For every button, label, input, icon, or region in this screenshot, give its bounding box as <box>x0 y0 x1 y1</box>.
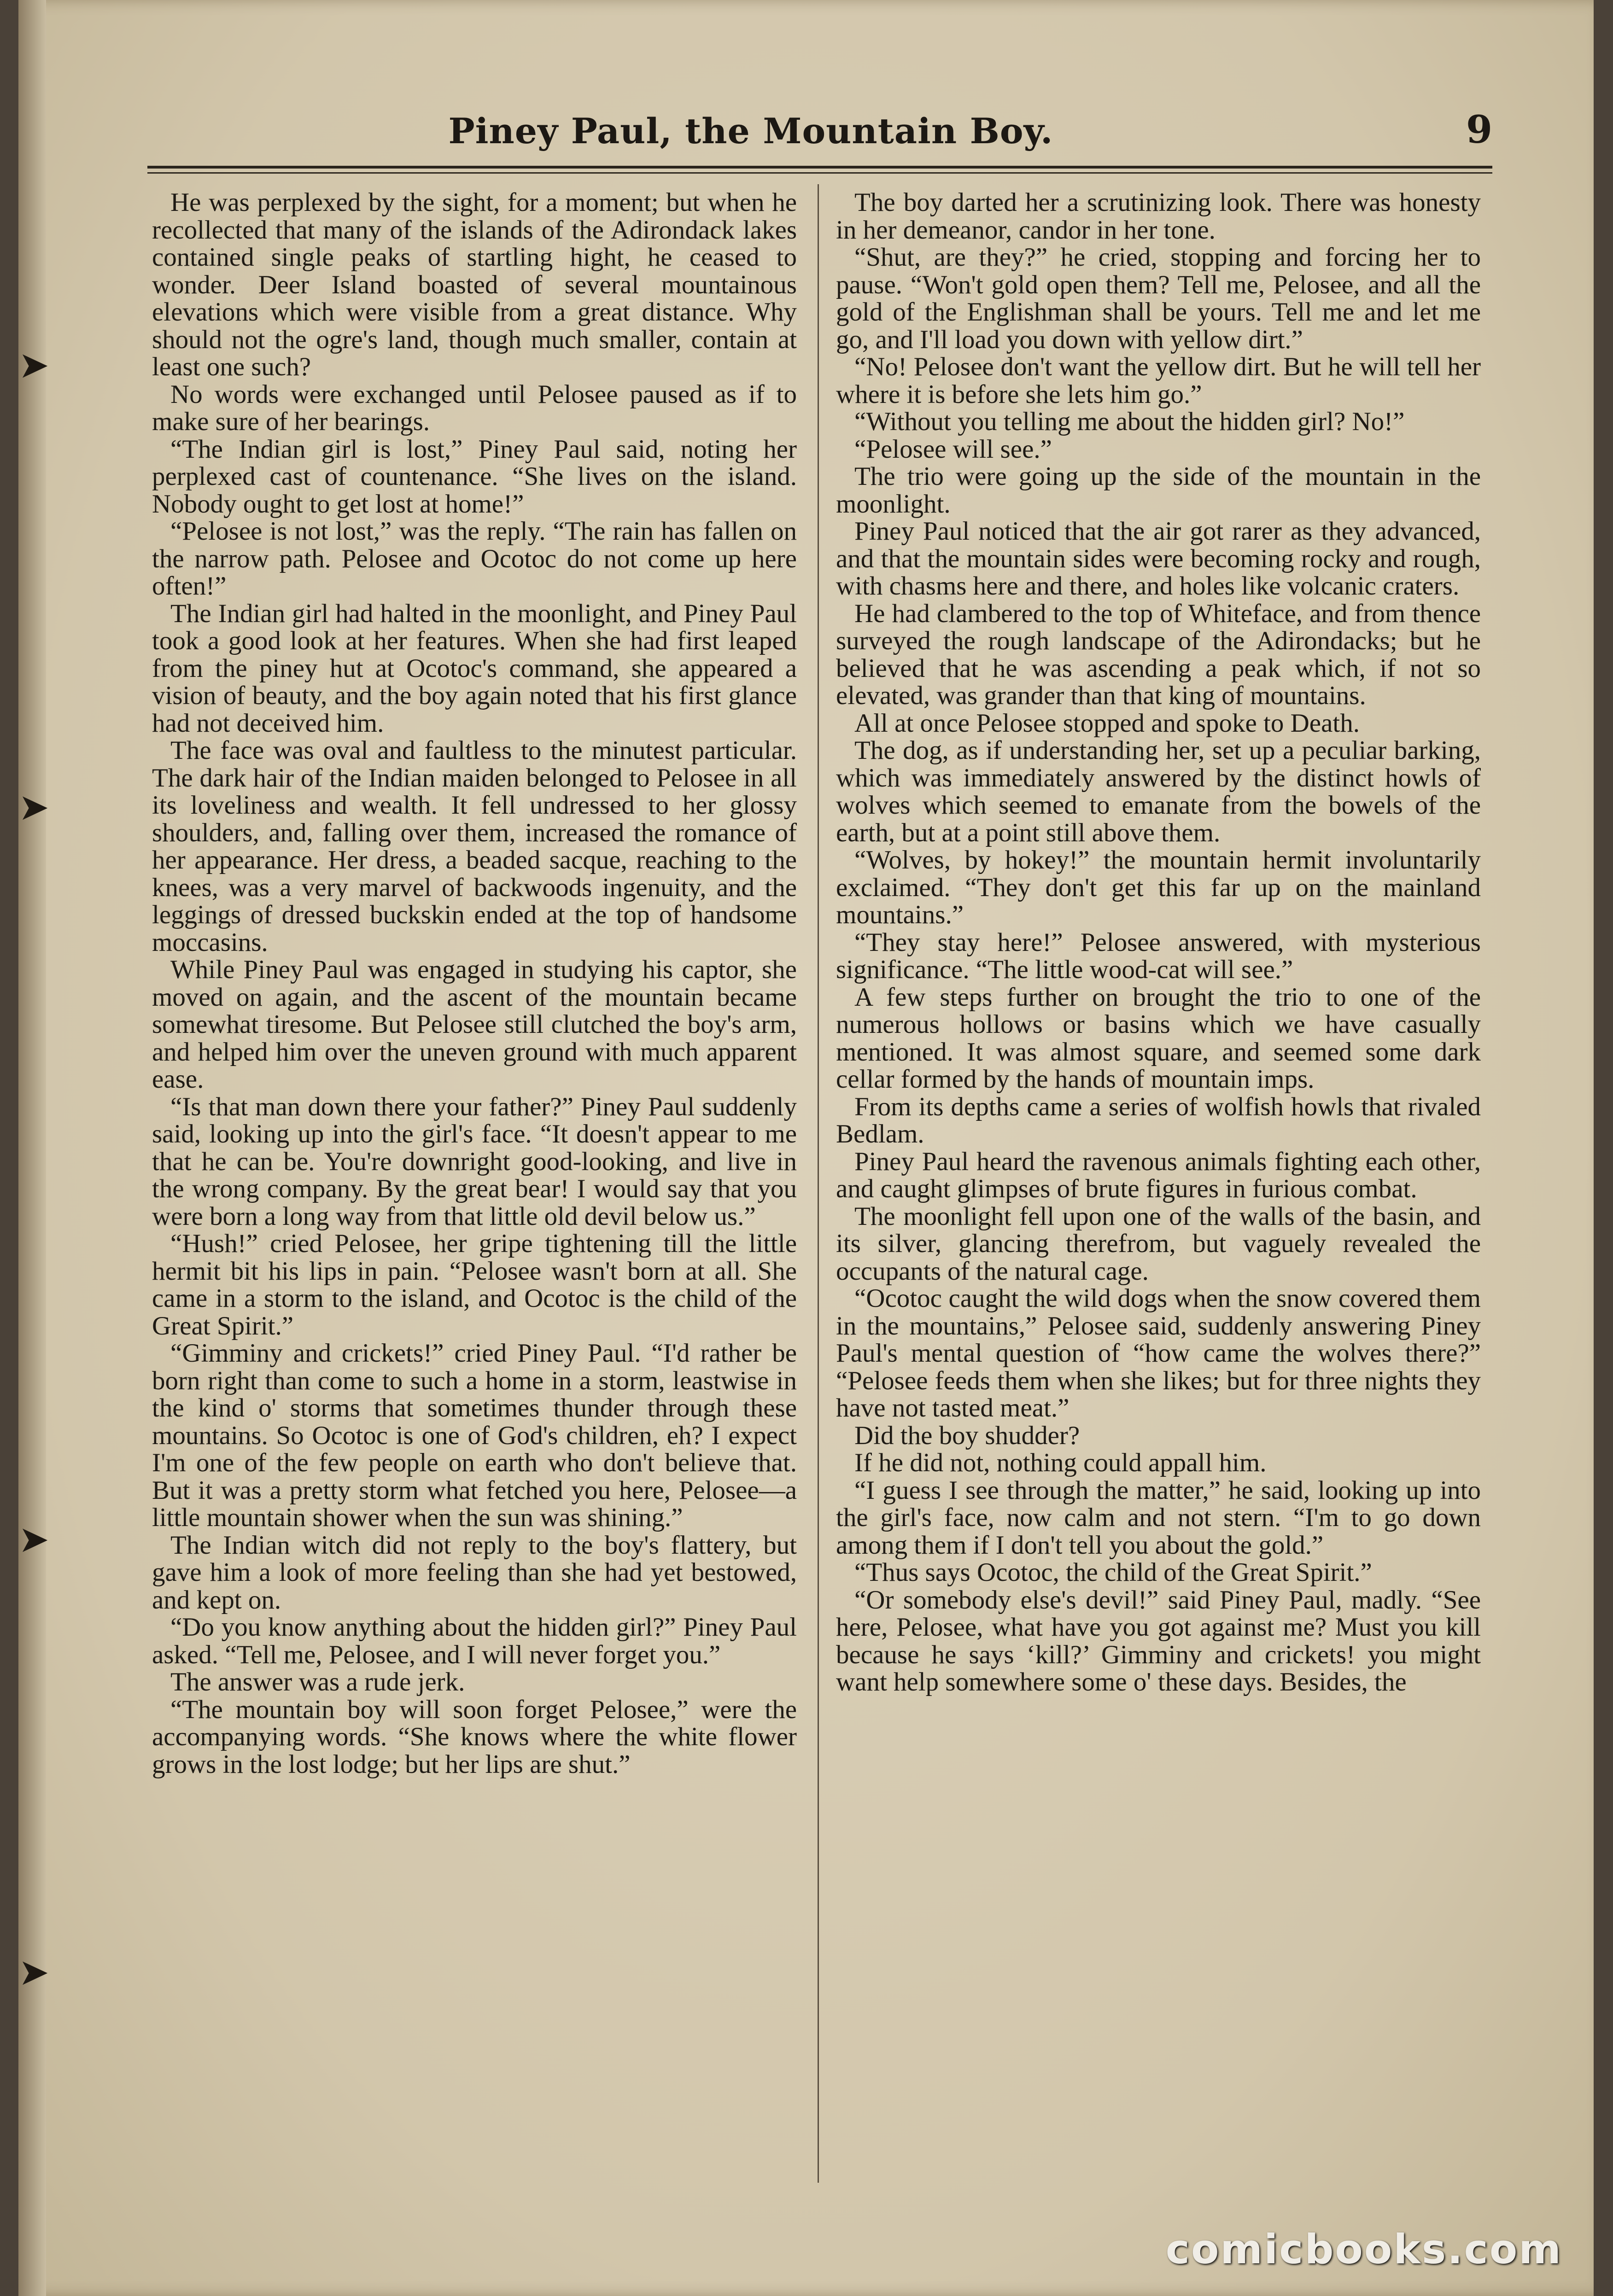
paragraph: The boy darted her a scrutinizing look. There was honesty in her demeanor, candor in her tone. <box>836 189 1481 245</box>
paragraph: The dog, as if understanding her, set up a peculiar barking, which was immediately answered by the distinct howls of wolves which seemed to emanate from the bowels of the earth, but at a point still above them. <box>836 736 1481 847</box>
paragraph: “The mountain boy will soon forget Pelosee,” were the accompanying words. “She knows where the white flower grows in the lost lodge; but her lips are shut.” <box>152 1695 797 1779</box>
paragraph: All at once Pelosee stopped and spoke to Death. <box>854 708 1360 738</box>
paragraph: “The Indian girl is lost,” Piney Paul said, noting her perplexed cast of countenance. “She lives on the island. Nobody ought to get lost at home!” <box>152 434 797 519</box>
paragraph: While Piney Paul was engaged in studying his captor, she moved on again, and the ascent of the mountain became somewhat tiresome. But Pelosee still clutched the boy's arm, and helped him over the uneven ground with much apparent ease. <box>152 955 797 1094</box>
binding-stitch: ➤ <box>18 786 50 828</box>
paragraph: The answer was a rude jerk. <box>170 1667 465 1696</box>
binding-stitch: ➤ <box>18 344 50 386</box>
column-divider <box>818 184 819 2183</box>
paragraph: The Indian witch did not reply to the boy's flattery, but gave him a look of more feeling than she had yet bestowed, and kept on. <box>152 1530 797 1614</box>
left-text-column <box>152 189 797 2187</box>
paragraph: Piney Paul noticed that the air got rarer as they advanced, and that the mountain sides were becoming rocky and rough, with chasms here and there, and holes like volcanic craters. <box>836 517 1481 600</box>
paragraph: Did the boy shudder? <box>854 1421 1080 1450</box>
paragraph: He had clambered to the top of Whiteface, and from thence surveyed the rough landscape of the Adirondacks; but he believed that he was ascending a peak which, if not so elevated, was grander than that king of mountains. <box>836 599 1481 710</box>
paragraph: “Hush!” cried Pelosee, her gripe tightening till the little hermit bit his lips in pain. “Pelosee wasn't born at all. She came in a storm to the island, and Ocotoc is the child of the Great Spirit.” <box>152 1229 797 1340</box>
paragraph: “Or somebody else's devil!” said Piney Paul, madly. “See here, Pelosee, what have you got against me? Must you kill because he says ‘kill?’ Gimminy and crickets! you might want help somewhere some o' these days. Besides, the <box>836 1585 1481 1696</box>
paragraph: No words were exchanged until Pelosee paused as if to make sure of her bearings. <box>152 379 797 436</box>
paragraph: “Wolves, by hokey!” the mountain hermit involuntarily exclaimed. “They don't get this far up on the mainland mountains.” <box>836 845 1481 929</box>
paragraph: The trio were going up the side of the mountain in the moonlight. <box>836 462 1481 519</box>
binding-stitch: ➤ <box>18 1518 50 1561</box>
watermark: comicbooks.com <box>1165 2226 1562 2273</box>
paragraph: “Without you telling me about the hidden girl? No!” <box>854 407 1405 436</box>
running-header <box>147 101 1492 157</box>
running-title: Piney Paul, the Mountain Boy. <box>448 111 1053 152</box>
paragraph: From its depths came a series of wolfish howls that rivaled Bedlam. <box>836 1092 1481 1148</box>
paragraph: “Thus says Ocotoc, the child of the Great Spirit.” <box>854 1558 1372 1587</box>
binding-stitch: ➤ <box>18 1951 50 1993</box>
page-number: 9 <box>1466 108 1492 152</box>
paragraph: If he did not, nothing could appall him. <box>854 1448 1267 1477</box>
paragraph: He was perplexed by the sight, for a moment; but when he recollected that many of the islands of the Adirondack lakes contained single peaks of startling hight, he ceased to wonder. Deer Island boasted of several mountainous elevations which were visible from a great distance. Why should not the ogre's land, though much smaller, contain at least one such? <box>152 189 797 381</box>
paragraph: “They stay here!” Pelosee answered, with mysterious significance. “The little wood-cat will see.” <box>836 927 1481 984</box>
paragraph: Piney Paul heard the ravenous animals fighting each other, and caught glimpses of brute figures in furious combat. <box>836 1147 1481 1203</box>
paragraph: “I guess I see through the matter,” he said, looking up into the girl's face, now calm and not stern. “I'm to go down among them if I don't tell you about the gold.” <box>836 1475 1481 1560</box>
right-text-column <box>836 189 1481 2187</box>
paragraph: “Shut, are they?” he cried, stopping and forcing her to pause. “Won't gold open them? Tell me, Pelosee, and all the gold of the Englishman shall be yours. Tell me and let me go, and I'll load you down with yellow dirt.” <box>836 243 1481 354</box>
paragraph: “Do you know anything about the hidden girl?” Piney Paul asked. “Tell me, Pelosee, and I will never forget you.” <box>152 1613 797 1669</box>
paragraph: The face was oval and faultless to the minutest particular. The dark hair of the Indian maiden belonged to Pelosee in all its loveliness and wealth. It fell undressed to her glossy shoulders, and, falling over them, increased the romance of her appearance. Her dress, a beaded sacque, reaching to the knees, was a very marvel of backwoods ingenuity, and the leggings of dressed buckskin ended at the top of handsome moccasins. <box>152 736 797 957</box>
paragraph: The Indian girl had halted in the moonlight, and Piney Paul took a good look at her features. When she had first leaped from the piney hut at Ocotoc's command, she appeared a vision of beauty, and the boy again noted that his first glance had not deceived him. <box>152 599 797 738</box>
paragraph: “No! Pelosee don't want the yellow dirt. But he will tell her where it is before she lets him go.” <box>836 352 1481 409</box>
paragraph: “Pelosee will see.” <box>854 434 1052 464</box>
paragraph: “Is that man down there your father?” Piney Paul suddenly said, looking up into the girl's face. “It doesn't appear to me that he can be. You're downright good-looking, and live in the wrong company. By the great bear! I would say that you were born a long way from that little old devil below us.” <box>152 1092 797 1231</box>
header-rule <box>147 166 1492 174</box>
paragraph: The moonlight fell upon one of the walls of the basin, and its silver, glancing therefrom, but vaguely revealed the occupants of the natural cage. <box>836 1201 1481 1286</box>
paragraph: “Ocotoc caught the wild dogs when the snow covered them in the mountains,” Pelosee said, suddenly answering Piney Paul's mental question of “how came the wolves there?” “Pelosee feeds them when she likes; but for three nights they have not tasted meat.” <box>836 1284 1481 1422</box>
paragraph: “Pelosee is not lost,” was the reply. “The rain has fallen on the narrow path. Pelosee and Ocotoc do not come up here often!” <box>152 517 797 600</box>
paragraph: “Gimminy and crickets!” cried Piney Paul. “I'd rather be born right than come to such a home in a storm, leastwise in the kind o' storms that sometimes thunder through these mountains. So Ocotoc is one of God's children, eh? I expect I'm one of the few people on earth who don't believe that. But it was a pretty storm what fetched you here, Pelosee—a little mountain shower when the sun was shining.” <box>152 1339 797 1532</box>
paragraph: A few steps further on brought the trio to one of the numerous hollows or basins which we have casually mentioned. It was almost square, and seemed some dark cellar formed by the hands of mountain imps. <box>836 982 1481 1094</box>
